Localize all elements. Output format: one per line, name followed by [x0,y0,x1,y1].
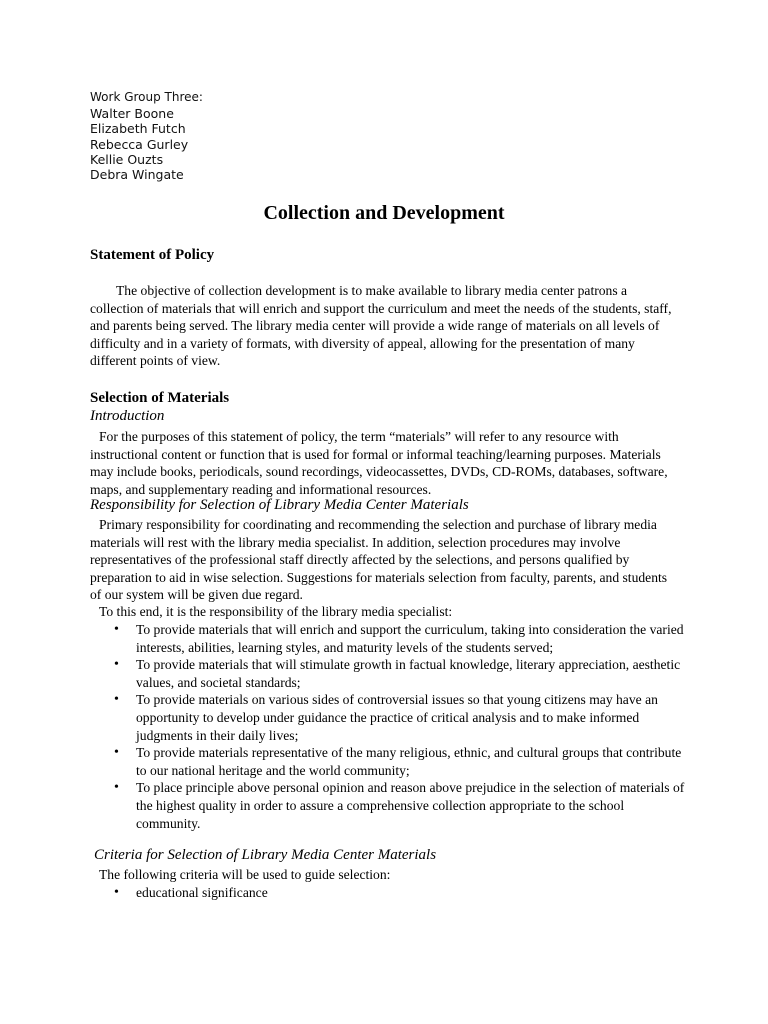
introduction-text: For the purposes of this statement of policy, the term “materials” will refer to any resource with instructional content or function that is used for formal or informal teaching/learning purposes. Materials may include books, periodicals, sound recordings, videocassettes, DVDs, CD-ROMs, databases, software, maps, and supplementary reading and informational resources. [90,429,668,497]
member-name: Rebecca Gurley [90,136,189,152]
criteria-lead-text: The following criteria will be used to guide selection: [99,867,391,882]
policy-text: The objective of collection development is to make available to library media center patrons a collection of materials that will enrich and support the curriculum and meet the needs of the students, staff, and parents being served. The library media center will provide a wide range of materials on all levels of difficulty and in a variety of formats, with diversity of appeal, allowing for the presentation of many different points of view. [90,283,672,369]
selection-heading: Selection of Materials [90,390,230,406]
criteria-list [90,884,685,902]
responsibility-paragraph [90,516,680,604]
policy-heading: Statement of Policy [90,247,215,263]
criteria-heading: Criteria for Selection of Library Media Center Materials [94,847,437,863]
list-item: • To provide materials representative of the many religious, ethnic, and cultural groups that contribute to our national heritage and the world community; [90,744,685,779]
member-name: Debra Wingate [90,167,184,183]
member-name: Elizabeth Futch [90,121,186,137]
responsibility-list [90,621,685,832]
list-item: • To provide materials that will stimulate growth in factual knowledge, literary appreciation, aesthetic values, and societal standards; [90,656,685,691]
list-item: • To place principle above personal opinion and reason above prejudice in the selection of materials of the highest quality in order to assure a comprehensive collection appropriate to the school community. [90,779,685,832]
introduction-paragraph [90,428,680,498]
author-block [90,90,203,182]
responsibility-lead-text: To this end, it is the responsibility of the library media specialist: [99,604,453,619]
list-item: • To provide materials that will enrich and support the curriculum, taking into consideration the varied interests, abilities, learning styles, and maturity levels of the students served; [90,621,685,656]
member-name: Kellie Ouzts [90,151,164,167]
list-item: • educational significance [90,884,685,902]
member-name: Walter Boone [90,106,174,122]
introduction-heading: Introduction [90,408,165,424]
work-group-label: Work Group Three: [90,90,203,104]
responsibility-heading: Responsibility for Selection of Library Media Center Materials [90,497,469,513]
responsibility-lead [90,603,680,621]
document-title: Collection and Development [263,202,505,224]
list-item: • To provide materials on various sides of controversial issues so that young citizens may have an opportunity to develop under guidance the practice of critical analysis and to make informed judgments in their daily lives; [90,691,685,744]
criteria-lead [90,866,680,884]
policy-paragraph [90,282,680,370]
responsibility-text: Primary responsibility for coordinating and recommending the selection and purchase of library media materials will rest with the library media specialist. In addition, selection procedures may involve representatives of the professional staff directly affected by the selections, and persons qualified by preparation to aid in wise selection. Suggestions for materials selection from faculty, parents, and students of our system will be given due regard. [90,517,668,603]
